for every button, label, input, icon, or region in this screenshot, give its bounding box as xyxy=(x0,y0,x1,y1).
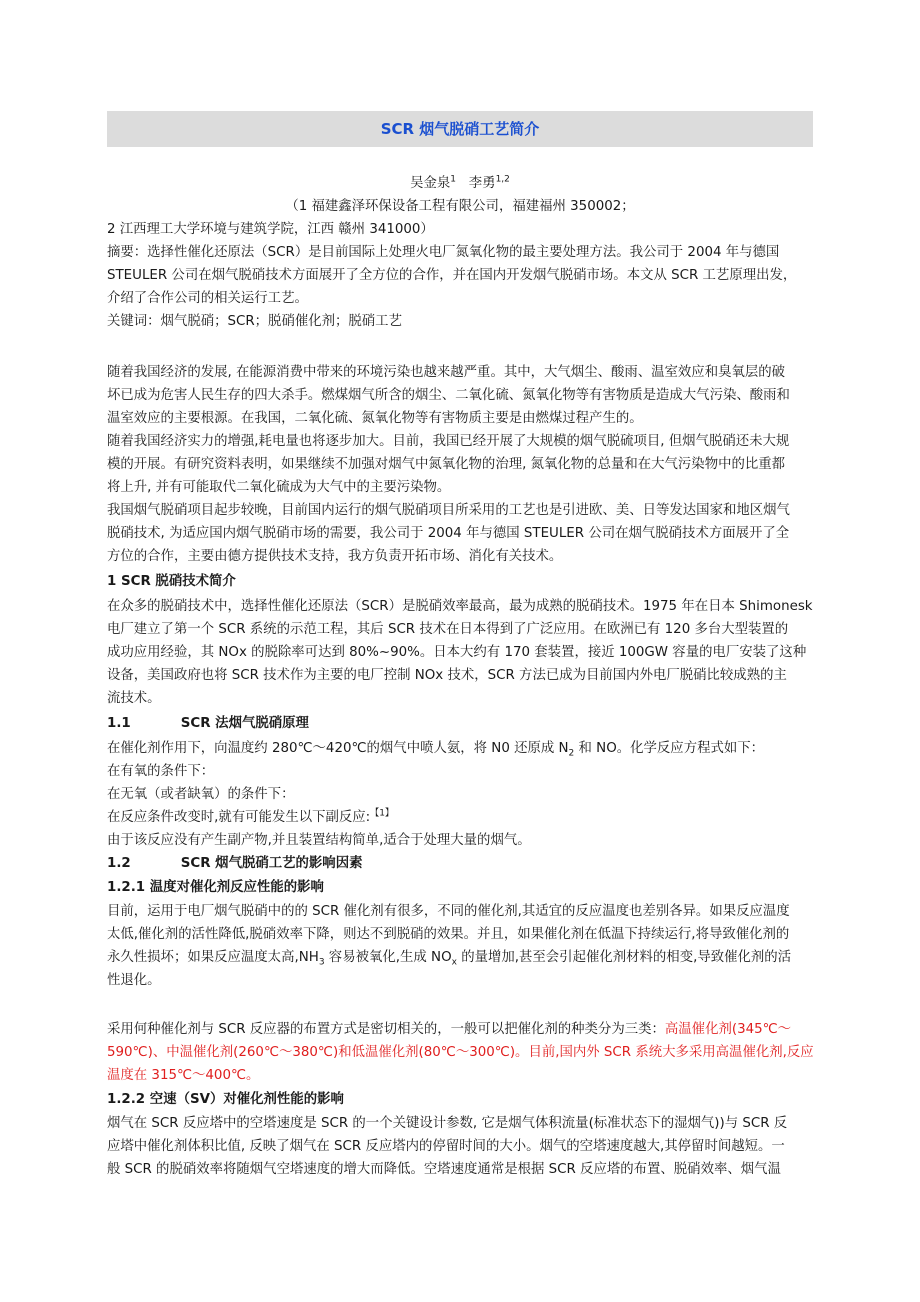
section-1-1-line-2: 在有氧的条件下： xyxy=(107,764,215,779)
document-title: SCR 烟气脱硝工艺简介 xyxy=(380,120,540,138)
affiliation-2: 2 江西理工大学环境与建筑学院，江西 赣州 341000） xyxy=(107,222,434,237)
section-1-1-line-4 xyxy=(107,806,813,829)
intro-line-2: 坏已成为危害人民生存的四大杀手。燃煤烟气所含的烟尘、二氧化硫、氮氧化物等有害物质是造成大气污染、酸雨和 xyxy=(107,388,790,403)
section-1-line-4: 设备，美国政府也将 SCR 技术作为主要的电厂控制 NOx 技术，SCR 方法已成为目前国内外电厂脱硝比较成熟的主 xyxy=(107,668,787,683)
text-span: 永久性损坏；如果反应温度太高,NH xyxy=(107,950,319,965)
section-1-2-1b-line-3: 温度在 315℃～400℃。 xyxy=(107,1068,260,1083)
intro-line-7: 我国烟气脱硝项目起步较晚，目前国内运行的烟气脱硝项目所采用的工艺也是引进欧、美、日等发达国家和地区烟气 xyxy=(107,503,790,518)
intro-line-6: 将上升, 并有可能取代二氧化硫成为大气中的主要污染物。 xyxy=(107,480,451,495)
section-1-2-heading xyxy=(107,852,813,875)
intro-line-1: 随着我国经济的发展, 在能源消费中带来的环境污染也越来越严重。其中，大气烟尘、酸雨、温室效应和臭氧层的破 xyxy=(107,365,786,380)
section-1-1-heading xyxy=(107,712,813,735)
text-span: 采用何种催化剂与 SCR 反应器的布置方式是密切相关的，一般可以把催化剂的种类分为三类： xyxy=(107,1022,665,1037)
subscript: 2 xyxy=(568,748,575,759)
keywords: 关键词：烟气脱硝；SCR；脱硝催化剂；脱硝工艺 xyxy=(107,314,402,329)
section-1-2-2-line-3: 般 SCR 的脱硝效率将随烟气空塔速度的增大而降低。空塔速度通常是根据 SCR 反应塔的布置、脱硝效率、烟气温 xyxy=(107,1162,781,1177)
intro-line-9: 方位的合作，主要由德方提供技术支持，我方负责开拓市场、消化有关技术。 xyxy=(107,549,563,564)
affiliation-1: （1 福建鑫泽环保设备工程有限公司，福建福州 350002； xyxy=(285,199,635,214)
authors-line xyxy=(107,172,813,195)
section-1-line-3: 成功应用经验，其 NOx 的脱除率可达到 80%~90%。日本大约有 170 套装置，接近 100GW 容量的电厂安装了这种 xyxy=(107,645,807,660)
section-1-2-1-heading: 1.2.1 温度对催化剂反应性能的影响 xyxy=(107,880,324,895)
section-1-1-line-3: 在无氧（或者缺氧）的条件下： xyxy=(107,787,295,802)
section-1-1-line-1 xyxy=(107,737,813,760)
section-1-2-1b-line-1 xyxy=(107,1018,813,1041)
text-span: 在催化剂作用下，向温度约 280℃～420℃的烟气中喷人氨，将 N0 还原成 N xyxy=(107,741,569,756)
section-1-line-1: 在众多的脱硝技术中，选择性催化还原法（SCR）是脱硝效率最高，最为成熟的脱硝技术。1975 年在日本 Shimonesk xyxy=(107,599,813,614)
subscript: x xyxy=(451,957,457,968)
text-span: 和 NO。化学反应方程式如下： xyxy=(574,741,765,756)
abstract-line-1: 摘要：选择性催化还原法（SCR）是目前国际上处理火电厂氮氧化物的最主要处理方法。我公司于 2004 年与德国 xyxy=(107,245,780,260)
section-1-2-1-line-4: 性退化。 xyxy=(107,973,161,988)
title-band xyxy=(107,111,813,147)
section-1-2-1-line-3 xyxy=(107,946,813,969)
section-1-2-2-line-1: 烟气在 SCR 反应塔中的空塔速度是 SCR 的一个关键设计参数, 它是烟气体积流量(标准状态下的湿烟气))与 SCR 反 xyxy=(107,1116,788,1131)
section-1-2-1b-line-2: 590℃)、中温催化剂(260℃～380℃)和低温催化剂(80℃～300℃)。目前,国内外 SCR 系统大多采用高温催化剂,反应 xyxy=(107,1045,814,1060)
section-1-2-1-line-1: 目前，运用于电厂烟气脱硝中的的 SCR 催化剂有很多，不同的催化剂,其适宜的反应温度也差别各异。如果反应温度 xyxy=(107,904,790,919)
author-2: 李勇 xyxy=(468,176,496,191)
intro-line-3: 温室效应的主要根源。在我国，二氧化硫、氮氧化物等有害物质主要是由燃煤过程产生的。 xyxy=(107,411,643,426)
author-2-affil: 1,2 xyxy=(495,174,510,185)
text-span: 容易被氧化,生成 NO xyxy=(324,950,452,965)
section-1-2-title: SCR 烟气脱硝工艺的影响因素 xyxy=(180,856,363,871)
section-1-1-title: SCR 法烟气脱硝原理 xyxy=(180,716,309,731)
section-1-line-5: 流技术。 xyxy=(107,691,161,706)
citation-ref: 【1】 xyxy=(370,808,394,819)
subscript: 3 xyxy=(318,957,325,968)
text-span: 在反应条件改变时,就有可能发生以下副反应: xyxy=(107,810,371,825)
abstract-line-3: 介绍了合作公司的相关运行工艺。 xyxy=(107,291,308,306)
author-1-affil: 1 xyxy=(450,174,456,185)
abstract-line-2: STEULER 公司在烟气脱硝技术方面展开了全方位的合作，并在国内开发烟气脱硝市场。本文从 SCR 工艺原理出发， xyxy=(107,268,797,283)
section-1-1-line-5: 由于该反应没有产生副产物,并且装置结构简单,适合于处理大量的烟气。 xyxy=(107,833,531,848)
intro-line-4: 随着我国经济实力的增强,耗电量也将逐步加大。目前，我国已经开展了大规模的烟气脱硫项目, 但烟气脱硝还未大规 xyxy=(107,434,790,449)
section-1-2-2-line-2: 应塔中催化剂体积比值, 反映了烟气在 SCR 反应塔内的停留时间的大小。烟气的空塔速度越大,其停留时间越短。一 xyxy=(107,1139,785,1154)
intro-line-8: 脱硝技术, 为适应国内烟气脱硝市场的需要，我公司于 2004 年与德国 STEULER 公司在烟气脱硝技术方面展开了全 xyxy=(107,526,790,541)
section-1-heading: 1 SCR 脱硝技术简介 xyxy=(107,574,236,589)
section-1-line-2: 电厂建立了第一个 SCR 系统的示范工程，其后 SCR 技术在日本得到了广泛应用。在欧洲已有 120 多台大型装置的 xyxy=(107,622,789,637)
section-1-2-number: 1.2 xyxy=(107,856,131,871)
author-1: 吴金泉 xyxy=(410,176,451,191)
section-1-2-2-heading: 1.2.2 空速（SV）对催化剂性能的影响 xyxy=(107,1092,344,1107)
section-1-2-1-line-2: 太低,催化剂的活性降低,脱硝效率下降，则达不到脱硝的效果。并且，如果催化剂在低温下持续运行,将导致催化剂的 xyxy=(107,927,790,942)
text-span: 的量增加,甚至会引起催化剂材料的相变,导致催化剂的活 xyxy=(456,950,792,965)
intro-line-5: 模的开展。有研究资料表明，如果继续不加强对烟气中氮氧化物的治理, 氮氧化物的总量和在大气污染物中的比重都 xyxy=(107,457,786,472)
section-1-1-number: 1.1 xyxy=(107,716,131,731)
highlight-text: 高温催化剂(345℃～ xyxy=(664,1022,792,1037)
